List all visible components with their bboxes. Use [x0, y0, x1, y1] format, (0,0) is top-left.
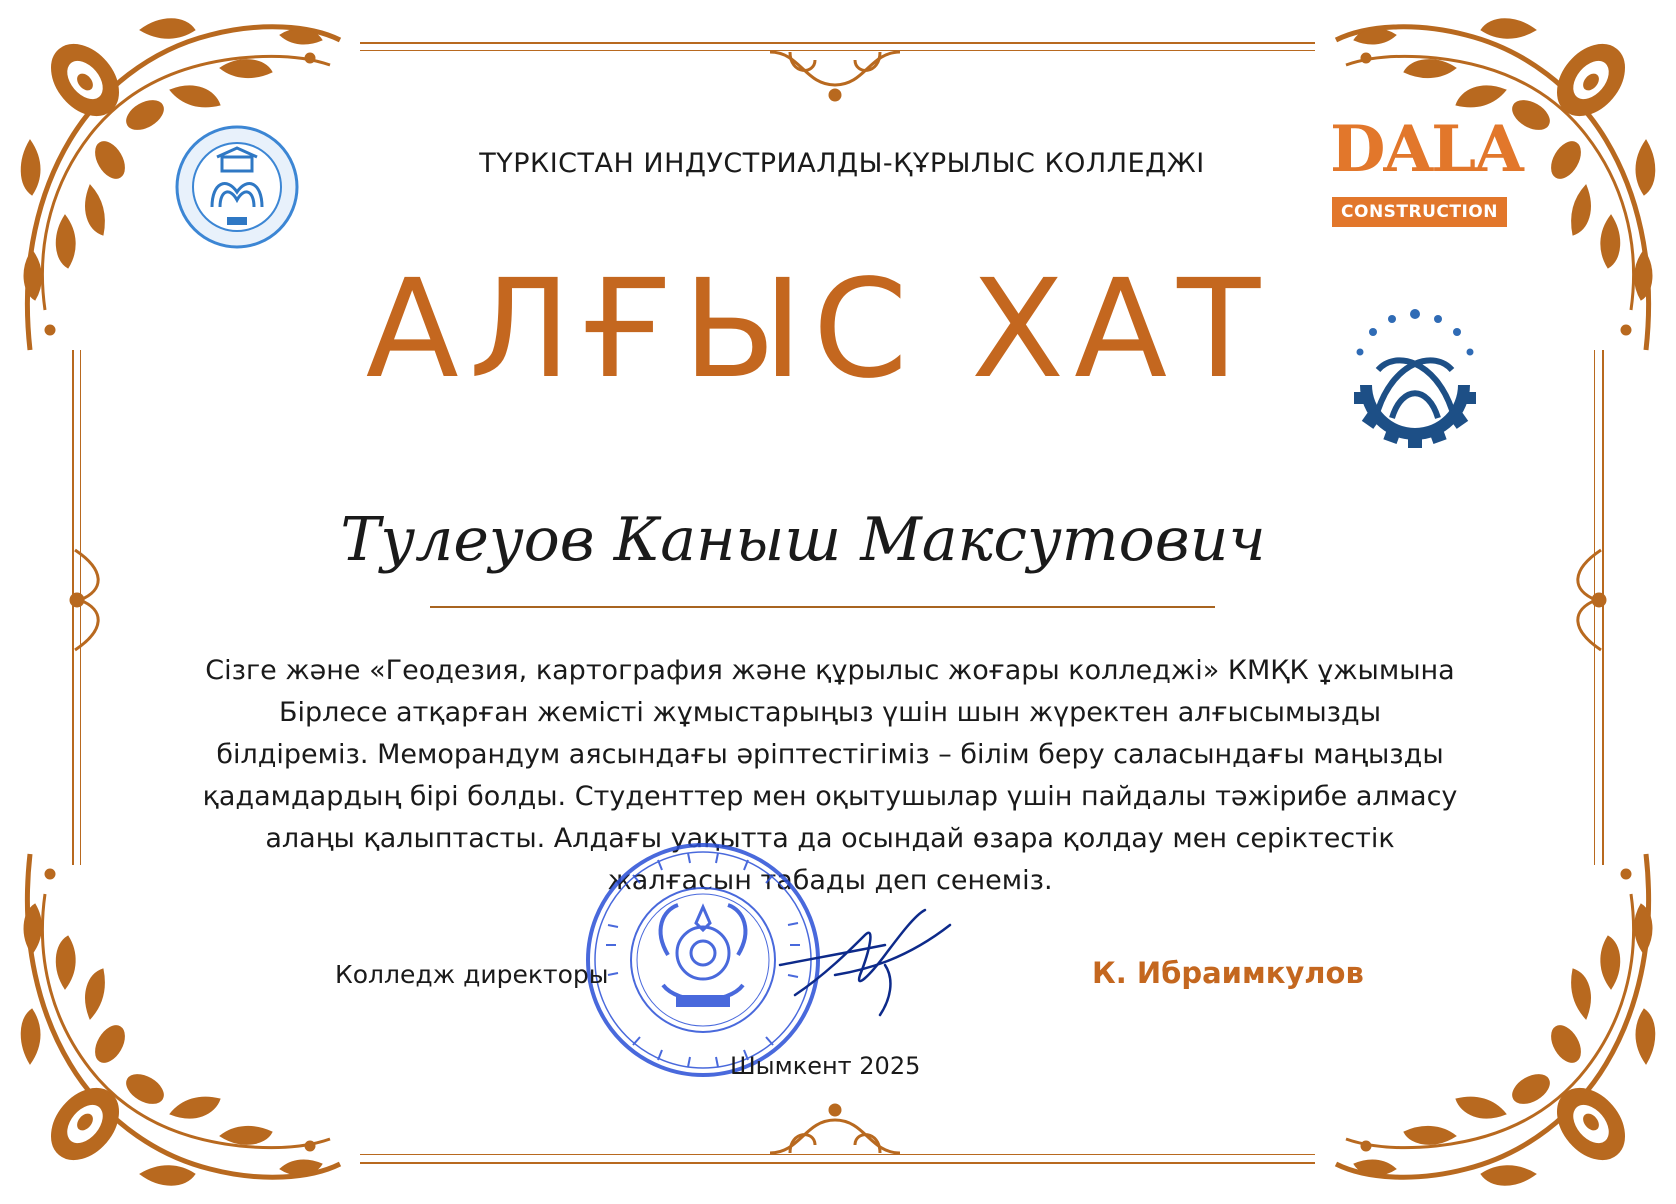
- city-year: Шымкент 2025: [730, 1052, 921, 1080]
- position-label: Колледж директоры: [335, 960, 609, 989]
- college-emblem-icon: [172, 122, 302, 252]
- certificate-body: [140, 650, 1520, 902]
- dala-logo-text: DALA: [1330, 112, 1522, 187]
- college-name-text: ТҮРКІСТАН ИНДУСТРИАЛДЫ-ҚҰРЫЛЫС КОЛЛЕДЖІ: [479, 148, 1205, 179]
- body-line: жалғасын табады деп сенеміз.: [607, 865, 1053, 896]
- recipient-underline: [430, 606, 1215, 608]
- certificate-title: [0, 251, 1676, 409]
- top-center-ornament-icon: [760, 40, 910, 105]
- recipient-name-text: Тулеуов Каныш Максутович: [340, 505, 1266, 575]
- recipient-name: [0, 505, 1676, 575]
- certificate-title-text: АЛҒЫС ХАТ: [365, 251, 1271, 409]
- body-line: Сізге және «Геодезия, картография және құрылыс жоғары колледжі» КМҚК ұжымына: [205, 655, 1455, 686]
- body-line: білдіреміз. Меморандум аясындағы әріптестігіміз – білім беру саласындағы маңызды: [216, 739, 1444, 770]
- bottom-center-ornament-icon: [760, 1100, 910, 1165]
- handwritten-signature-icon: [775, 905, 975, 1025]
- college-name-heading: [0, 148, 1676, 179]
- body-line: алаңы қалыптасты. Алдағы уақытта да осындай өзара қолдау мен серіктестік: [265, 823, 1395, 854]
- signer-name: К. Ибраимкулов: [1092, 956, 1364, 990]
- body-line: қадамдардың бірі болды. Студенттер мен оқытушылар үшін пайдалы тәжірибе алмасу: [202, 781, 1458, 812]
- body-line: Бірлесе атқарған жемісті жұмыстарыңыз үшін шын жүректен алғысымызды: [278, 697, 1382, 728]
- dala-logo-subtext: CONSTRUCTION: [1332, 197, 1507, 227]
